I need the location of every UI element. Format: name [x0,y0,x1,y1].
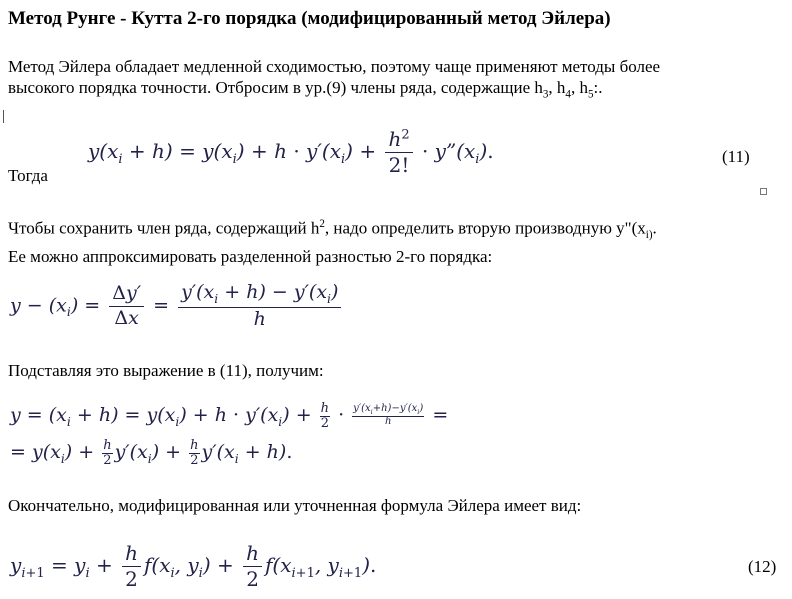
equation-11: $y(x_i + h) = y(x_i) + h \cdot y'(x_i)$ + $\frac{h^2}{2!}$ · $y”(x_i)$. [88,127,494,177]
equation-12: $y_{i+1} = y_i$ + $\frac{h}{2}$ $f(x_i$, $y_i$) + $\frac{h}{2}$ $f(x_{i+1}$, $y_{i+1}$). [10,541,377,591]
equation-12-number: (12) [748,557,777,576]
then-label: Тогда [8,166,48,185]
paragraph-final-formula: Окончательно, модифицированная или уточненная формула Эйлера имеет вид: [8,496,582,515]
equation-substitution-line-2: = $y(x_i)$ + $\frac{h}{2}$ $y'(x_i)$ + $\frac{h}{2}$ $y'(x_i + h)$. [10,438,293,468]
page-title: Метод Рунге - Кутта 2-го порядка (модифицированный метод Эйлера) [8,8,611,29]
paragraph-second-derivative [8,214,657,267]
second-derivative-line-2: Ее можно аппроксимировать разделенной разностью 2-го порядка: [8,247,493,267]
paragraph-substitution: Подставляя это выражение в (11), получим: [8,361,324,380]
intro-line-1: Метод Эйлера обладает медленной сходимостью, поэтому чаще применяют методы более [8,57,661,76]
intro-line-2: высокого порядка точности. Отбросим в ур.(9) члены ряда, содержащие $h_3$, $h_4$, $h_5$:. [8,78,603,101]
anchor-marker [760,188,767,195]
equation-substitution-line-1: $y = (x_i + h) = y(x_i) + h \cdot y'(x_i)$ + $\frac{h}{2}$ · $\frac{y'(x_i+h)-y'(x_i)}{h}$ = [10,401,449,431]
second-derivative-line-1: Чтобы сохранить член ряда, содержащий $h^2$, надо определить вторую производную $y"(x_{i)}$. [8,218,657,242]
text-cursor [3,110,4,123]
equation-approximation: $y - (x_i)$ = $\frac{\Delta y'}{\Delta x}$ = $\frac{y'(x_i + h) - y'(x_i)}{h}$ [10,282,344,331]
equation-11-number: (11) [722,147,750,166]
paragraph-intro [8,56,660,105]
